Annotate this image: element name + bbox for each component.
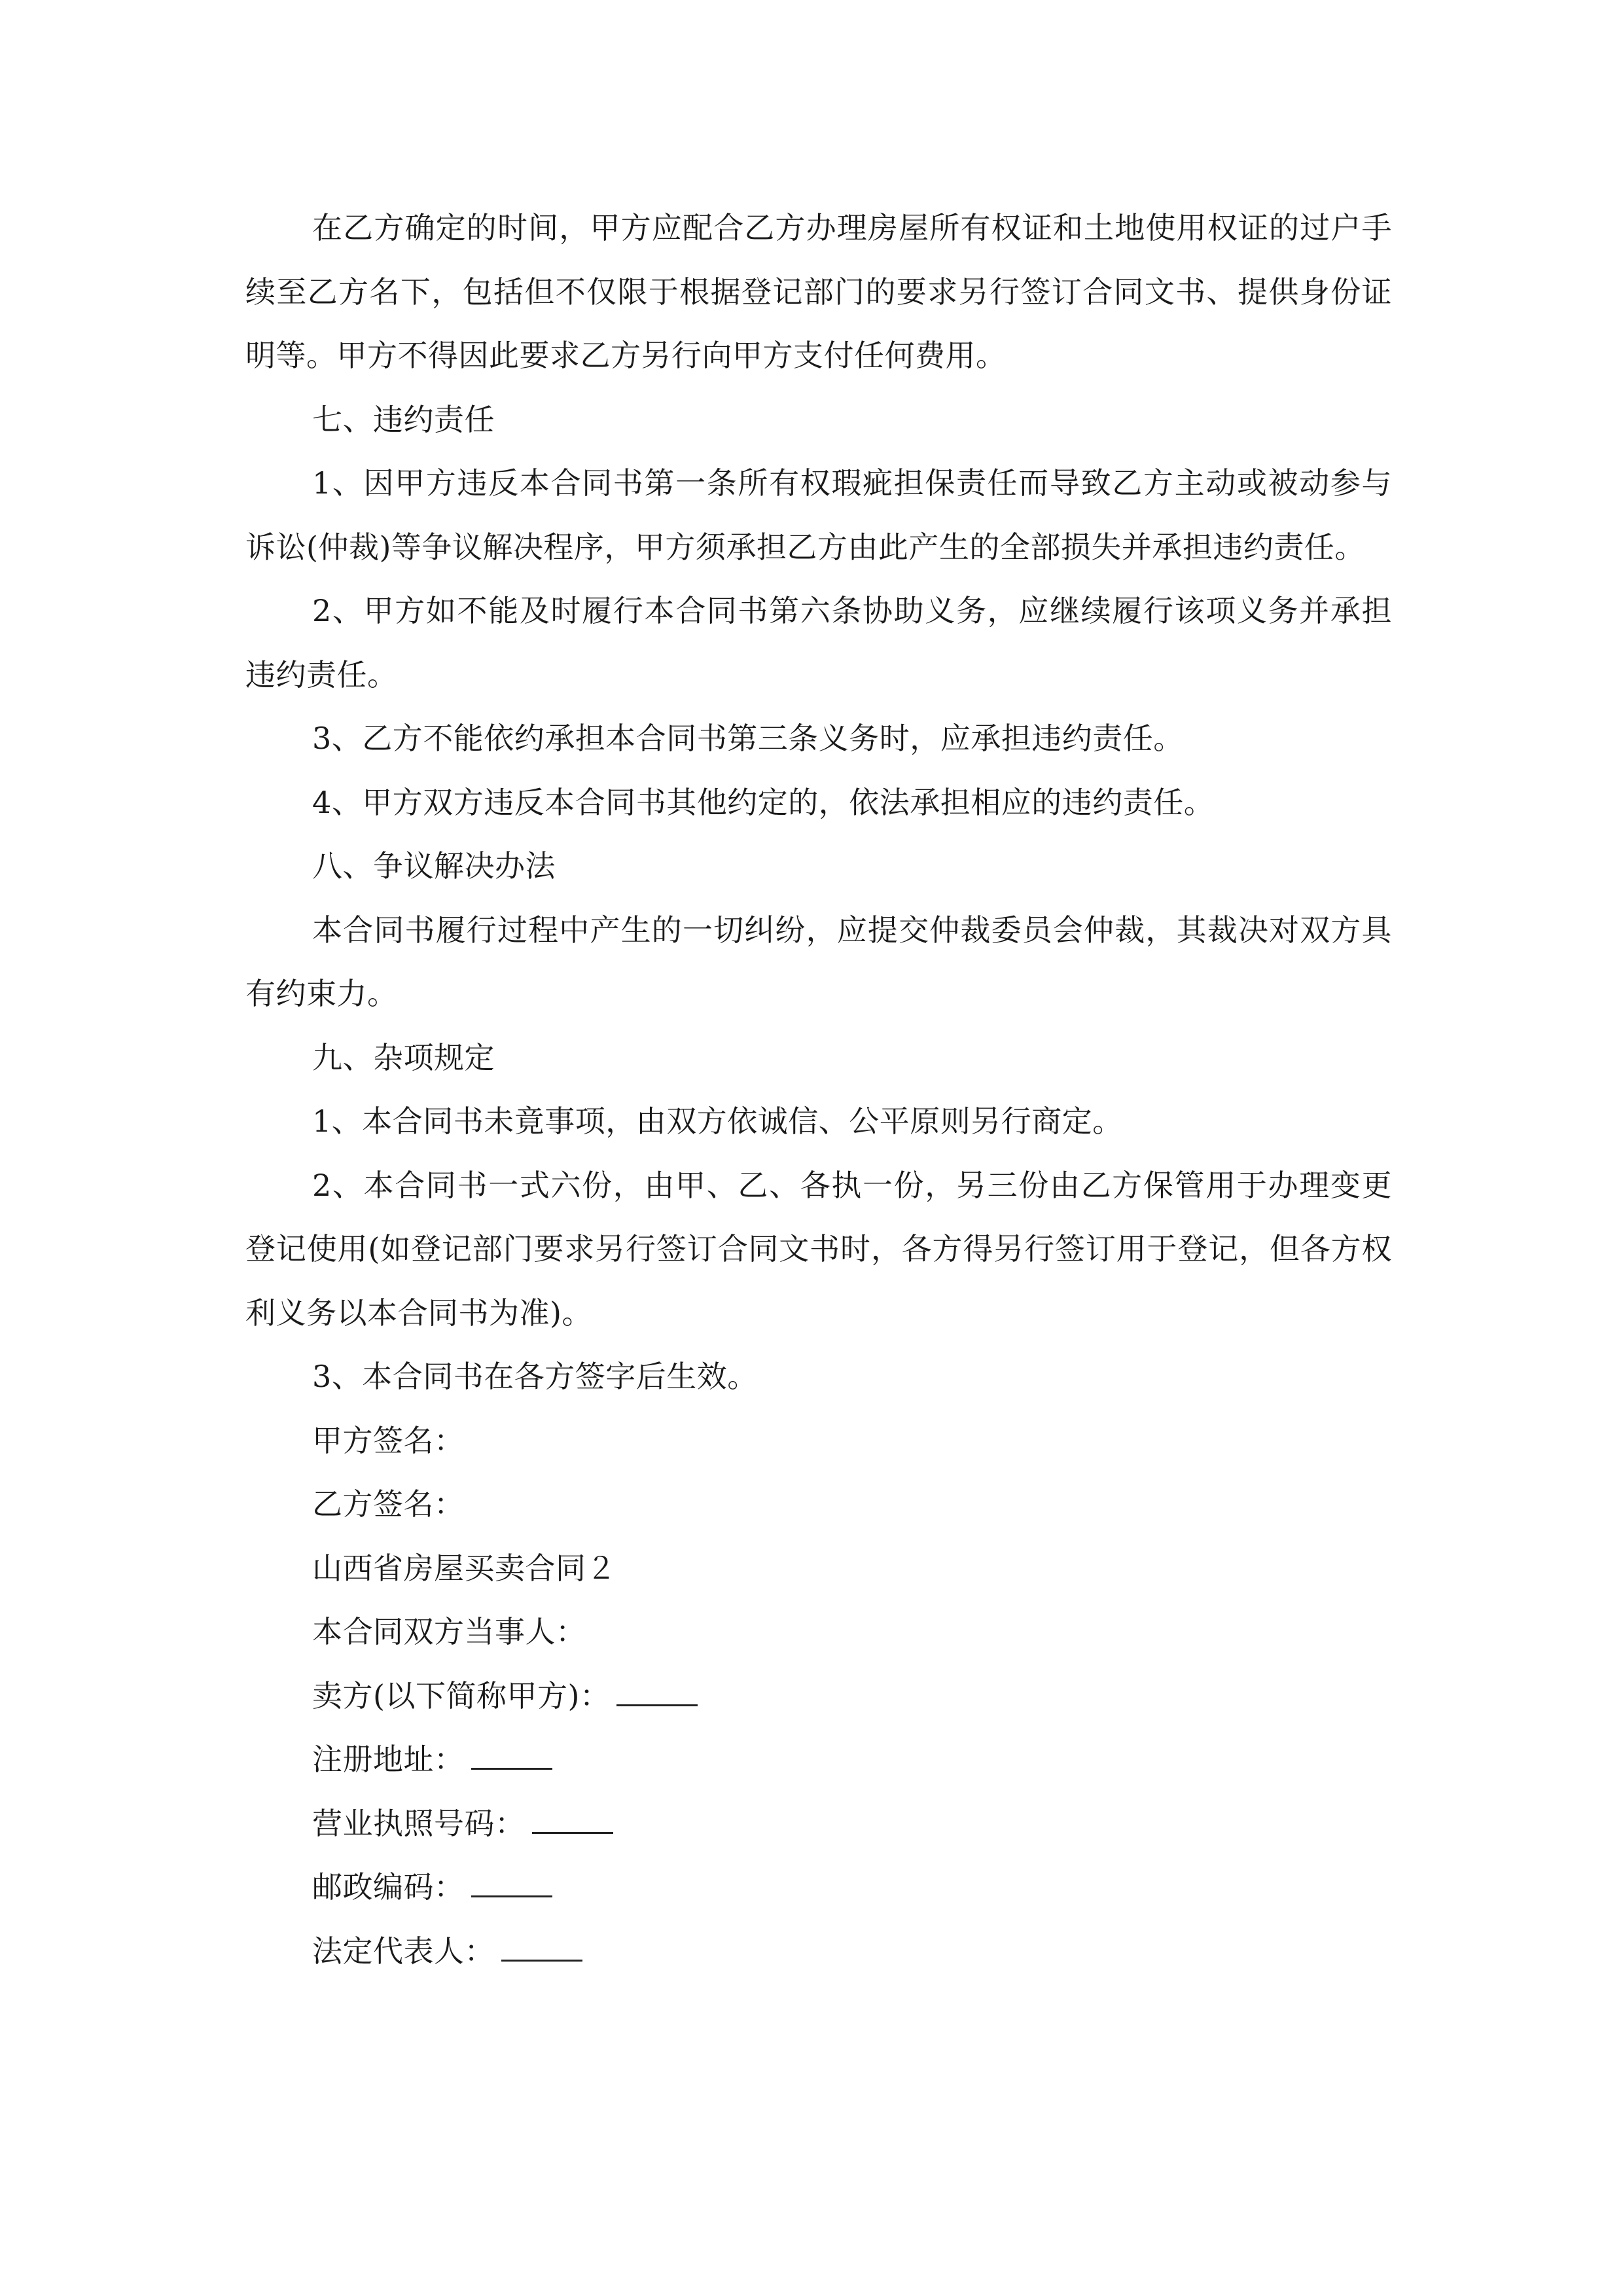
paragraph-dispute: 本合同书履行过程中产生的一切纠纷，应提交仲裁委员会仲裁，其裁决对双方具有约束力。: [245, 912, 1392, 1011]
party-a-signature: 甲方签名：: [312, 1422, 465, 1458]
field-seller: [245, 1664, 1392, 1729]
fill-in-blank[interactable]: [471, 1872, 552, 1897]
paragraph-breach-4: 4、甲方双方违反本合同书其他约定的，依法承担相应的违约责任。: [312, 784, 1215, 820]
paragraph-misc-1: 1、本合同书未竟事项，由双方依诚信、公平原则另行商定。: [312, 1103, 1123, 1139]
section-heading-dispute: 八、争议解决办法: [312, 848, 556, 884]
field-legal-representative: [245, 1920, 1392, 1984]
paragraph-transfer-assistance: 在乙方确定的时间，甲方应配合乙方办理房屋所有权证和土地使用权证的过户手续至乙方名下，包括但不仅限于根据登记部门的要求另行签订合同文书、提供身份证明等。甲方不得因此要求乙方另行向甲方支付任何费用。: [245, 210, 1392, 373]
section-heading-breach: 七、违约责任: [312, 401, 495, 437]
field-postal-code: [245, 1856, 1392, 1920]
paragraph-breach-2: 2、甲方如不能及时履行本合同书第六条协助义务，应继续履行该项义务并承担违约责任。: [245, 593, 1392, 692]
fill-in-blank[interactable]: [501, 1936, 582, 1962]
field-label: 法定代表人：: [312, 1933, 495, 1969]
field-label: 卖方(以下简称甲方)：: [312, 1677, 611, 1713]
parties-intro: 本合同双方当事人：: [312, 1614, 586, 1649]
fill-in-blank[interactable]: [471, 1744, 552, 1770]
field-business-license: [245, 1792, 1392, 1856]
section-heading-misc: 九、杂项规定: [312, 1039, 495, 1075]
paragraph-misc-2: 2、本合同书一式六份，由甲、乙、各执一份，另三份由乙方保管用于办理变更登记使用(如登记部门要求另行签订合同文书时，各方得另行签订用于登记，但各方权利义务以本合同书为准)。: [245, 1167, 1392, 1331]
fill-in-blank[interactable]: [616, 1681, 698, 1706]
contract-title-2: 山西省房屋买卖合同２: [312, 1550, 616, 1586]
field-label: 邮政编码：: [312, 1869, 465, 1905]
field-label: 营业执照号码：: [312, 1805, 526, 1841]
party-b-signature: 乙方签名：: [312, 1486, 465, 1522]
field-label: 注册地址：: [312, 1742, 465, 1777]
field-registered-address: [245, 1728, 1392, 1792]
fill-in-blank[interactable]: [532, 1808, 613, 1834]
paragraph-breach-3: 3、乙方不能依约承担本合同书第三条义务时，应承担违约责任。: [312, 721, 1184, 756]
document-page: [245, 196, 1392, 1983]
paragraph-breach-1: 1、因甲方违反本合同书第一条所有权瑕疵担保责任而导致乙方主动或被动参与诉讼(仲裁)等争议解决程序，甲方须承担乙方由此产生的全部损失并承担违约责任。: [245, 465, 1392, 565]
paragraph-misc-3: 3、本合同书在各方签字后生效。: [312, 1359, 758, 1394]
